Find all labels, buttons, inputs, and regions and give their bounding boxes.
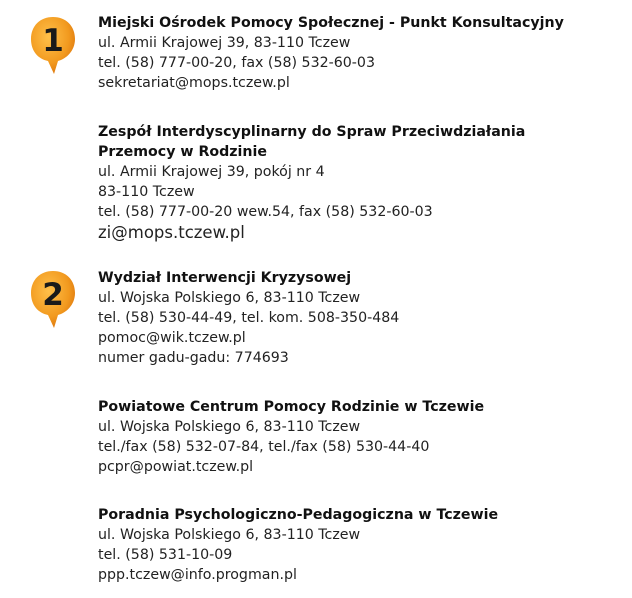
entry-email[interactable]: zi@mops.tczew.pl xyxy=(98,223,245,242)
entry-phone: tel. (58) 530-44-49, tel. kom. 508-350-484 xyxy=(98,310,400,326)
entry-email[interactable]: sekretariat@mops.tczew.pl xyxy=(98,75,290,91)
entry-title: Wydział Interwencji Kryzysowej xyxy=(98,270,352,286)
entry-address: ul. Wojska Polskiego 6, 83-110 Tczew xyxy=(98,290,361,306)
entry-email[interactable]: pcpr@powiat.tczew.pl xyxy=(98,459,254,475)
entry-title: Miejski Ośrodek Pomocy Społecznej - Punkt Konsultacyjny xyxy=(98,15,564,31)
entry-pcpr xyxy=(98,397,618,477)
entry-wik xyxy=(98,268,618,368)
speech-bubble-icon xyxy=(28,268,78,330)
entry-title: Powiatowe Centrum Pomocy Rodzinie w Tczewie xyxy=(98,399,485,415)
entry-email[interactable]: ppp.tczew@info.progman.pl xyxy=(98,567,297,583)
entry-phone: tel. (58) 531-10-09 xyxy=(98,547,233,563)
speech-bubble-icon xyxy=(28,14,78,76)
entry-address: ul. Wojska Polskiego 6, 83-110 Tczew xyxy=(98,419,361,435)
entry-phone: tel. (58) 777-00-20, fax (58) 532-60-03 xyxy=(98,55,375,71)
entry-phone: tel. (58) 777-00-20 wew.54, fax (58) 532-60-03 xyxy=(98,204,433,220)
number-marker-1 xyxy=(28,14,78,70)
entry-title: Poradnia Psychologiczno-Pedagogiczna w Tczewie xyxy=(98,507,499,523)
entry-title-cont: Przemocy w Rodzinie xyxy=(98,144,267,160)
marker-number: 1 xyxy=(42,23,64,59)
number-marker-2 xyxy=(28,268,78,324)
entry-phone: tel./fax (58) 532-07-84, tel./fax (58) 530-44-40 xyxy=(98,439,430,455)
entry-city: 83-110 Tczew xyxy=(98,184,195,200)
entry-address: ul. Armii Krajowej 39, pokój nr 4 xyxy=(98,164,325,180)
entry-address: ul. Wojska Polskiego 6, 83-110 Tczew xyxy=(98,527,361,543)
entry-email[interactable]: pomoc@wik.tczew.pl xyxy=(98,330,246,346)
marker-number: 2 xyxy=(42,277,64,313)
entry-zespol xyxy=(98,122,618,244)
entry-address: ul. Armii Krajowej 39, 83-110 Tczew xyxy=(98,35,351,51)
entry-gadu-gadu: numer gadu-gadu: 774693 xyxy=(98,350,289,366)
entry-ppp xyxy=(98,505,618,585)
entry-mops xyxy=(98,13,618,93)
entry-title: Zespół Interdyscyplinarny do Spraw Przeciwdziałania xyxy=(98,124,526,140)
